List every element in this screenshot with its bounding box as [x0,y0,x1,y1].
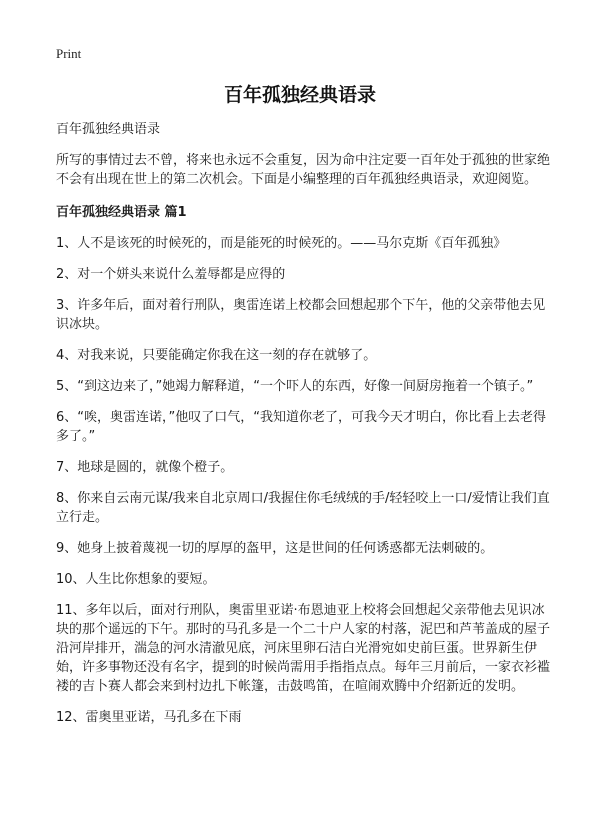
quote-item: 5、“到这边来了，”她竭力解释道，“一个吓人的东西，好像一间厨房拖着一个镇子。” [56,379,534,394]
quote-item: 4、对我来说，只要能确定你我在这一刻的存在就够了。 [56,348,377,363]
article-subtitle: 百年孤独经典语录 [56,122,161,137]
quote-item: 2、对一个姘头来说什么羞辱都是应得的 [56,267,286,282]
quote-item: 12、雷奥里亚诺，马孔多在下雨 [56,710,242,725]
article-body [56,120,550,739]
quote-item: 8、你来自云南元谋/我来自北京周口/我握住你毛绒绒的手/轻轻咬上一口/爱情让我们直立行走。 [56,491,550,525]
quote-item: 3、许多年后，面对着行刑队，奥雷连诺上校都会回想起那个下午，他的父亲带他去见识冰块。 [56,298,546,332]
quote-item: 7、地球是圆的，就像个橙子。 [56,460,234,475]
intro-paragraph: 所写的事情过去不曾，将来也永远不会重复，因为命中注定要一百年处于孤独的世家绝不会有出现在世上的第二次机会。下面是小编整理的百年孤独经典语录，欢迎阅览。 [56,153,551,187]
print-link[interactable]: Print [56,46,82,61]
quote-item: 1、人不是该死的时候死的，而是能死的时候死的。——马尔克斯《百年孤独》 [56,236,507,251]
page-title: 百年孤独经典语录 [223,84,376,106]
quote-item: 6、“唉，奥雷连诺，”他叹了口气，“我知道你老了，可我今天才明白，你比看上去老得多了。” [56,410,546,444]
quote-item: 11、多年以后，面对行刑队，奥雷里亚诺·布恩迪亚上校将会回想起父亲带他去见识冰块的那个遥远的下午。那时的马孔多是一个二十户人家的村落，泥巴和芦苇盖成的屋子沿河岸排开，湍急的河水清澈见底，河床里卵石洁白光滑宛如史前巨蛋。世界新生伊始，许多事物还没有名字，提到的时候尚需用手指指点点。每年三月前后，一家衣衫褴褛的吉卜赛人都会来到村边扎下帐篷，击鼓鸣笛，在喧闹欢腾中介绍新近的发明。 [56,603,551,694]
section-heading: 百年孤独经典语录 篇1 [56,205,187,220]
quote-item: 9、她身上披着蔑视一切的厚厚的盔甲，这是世间的任何诱惑都无法刺破的。 [56,541,494,556]
quote-item: 10、人生比你想象的要短。 [56,572,216,587]
